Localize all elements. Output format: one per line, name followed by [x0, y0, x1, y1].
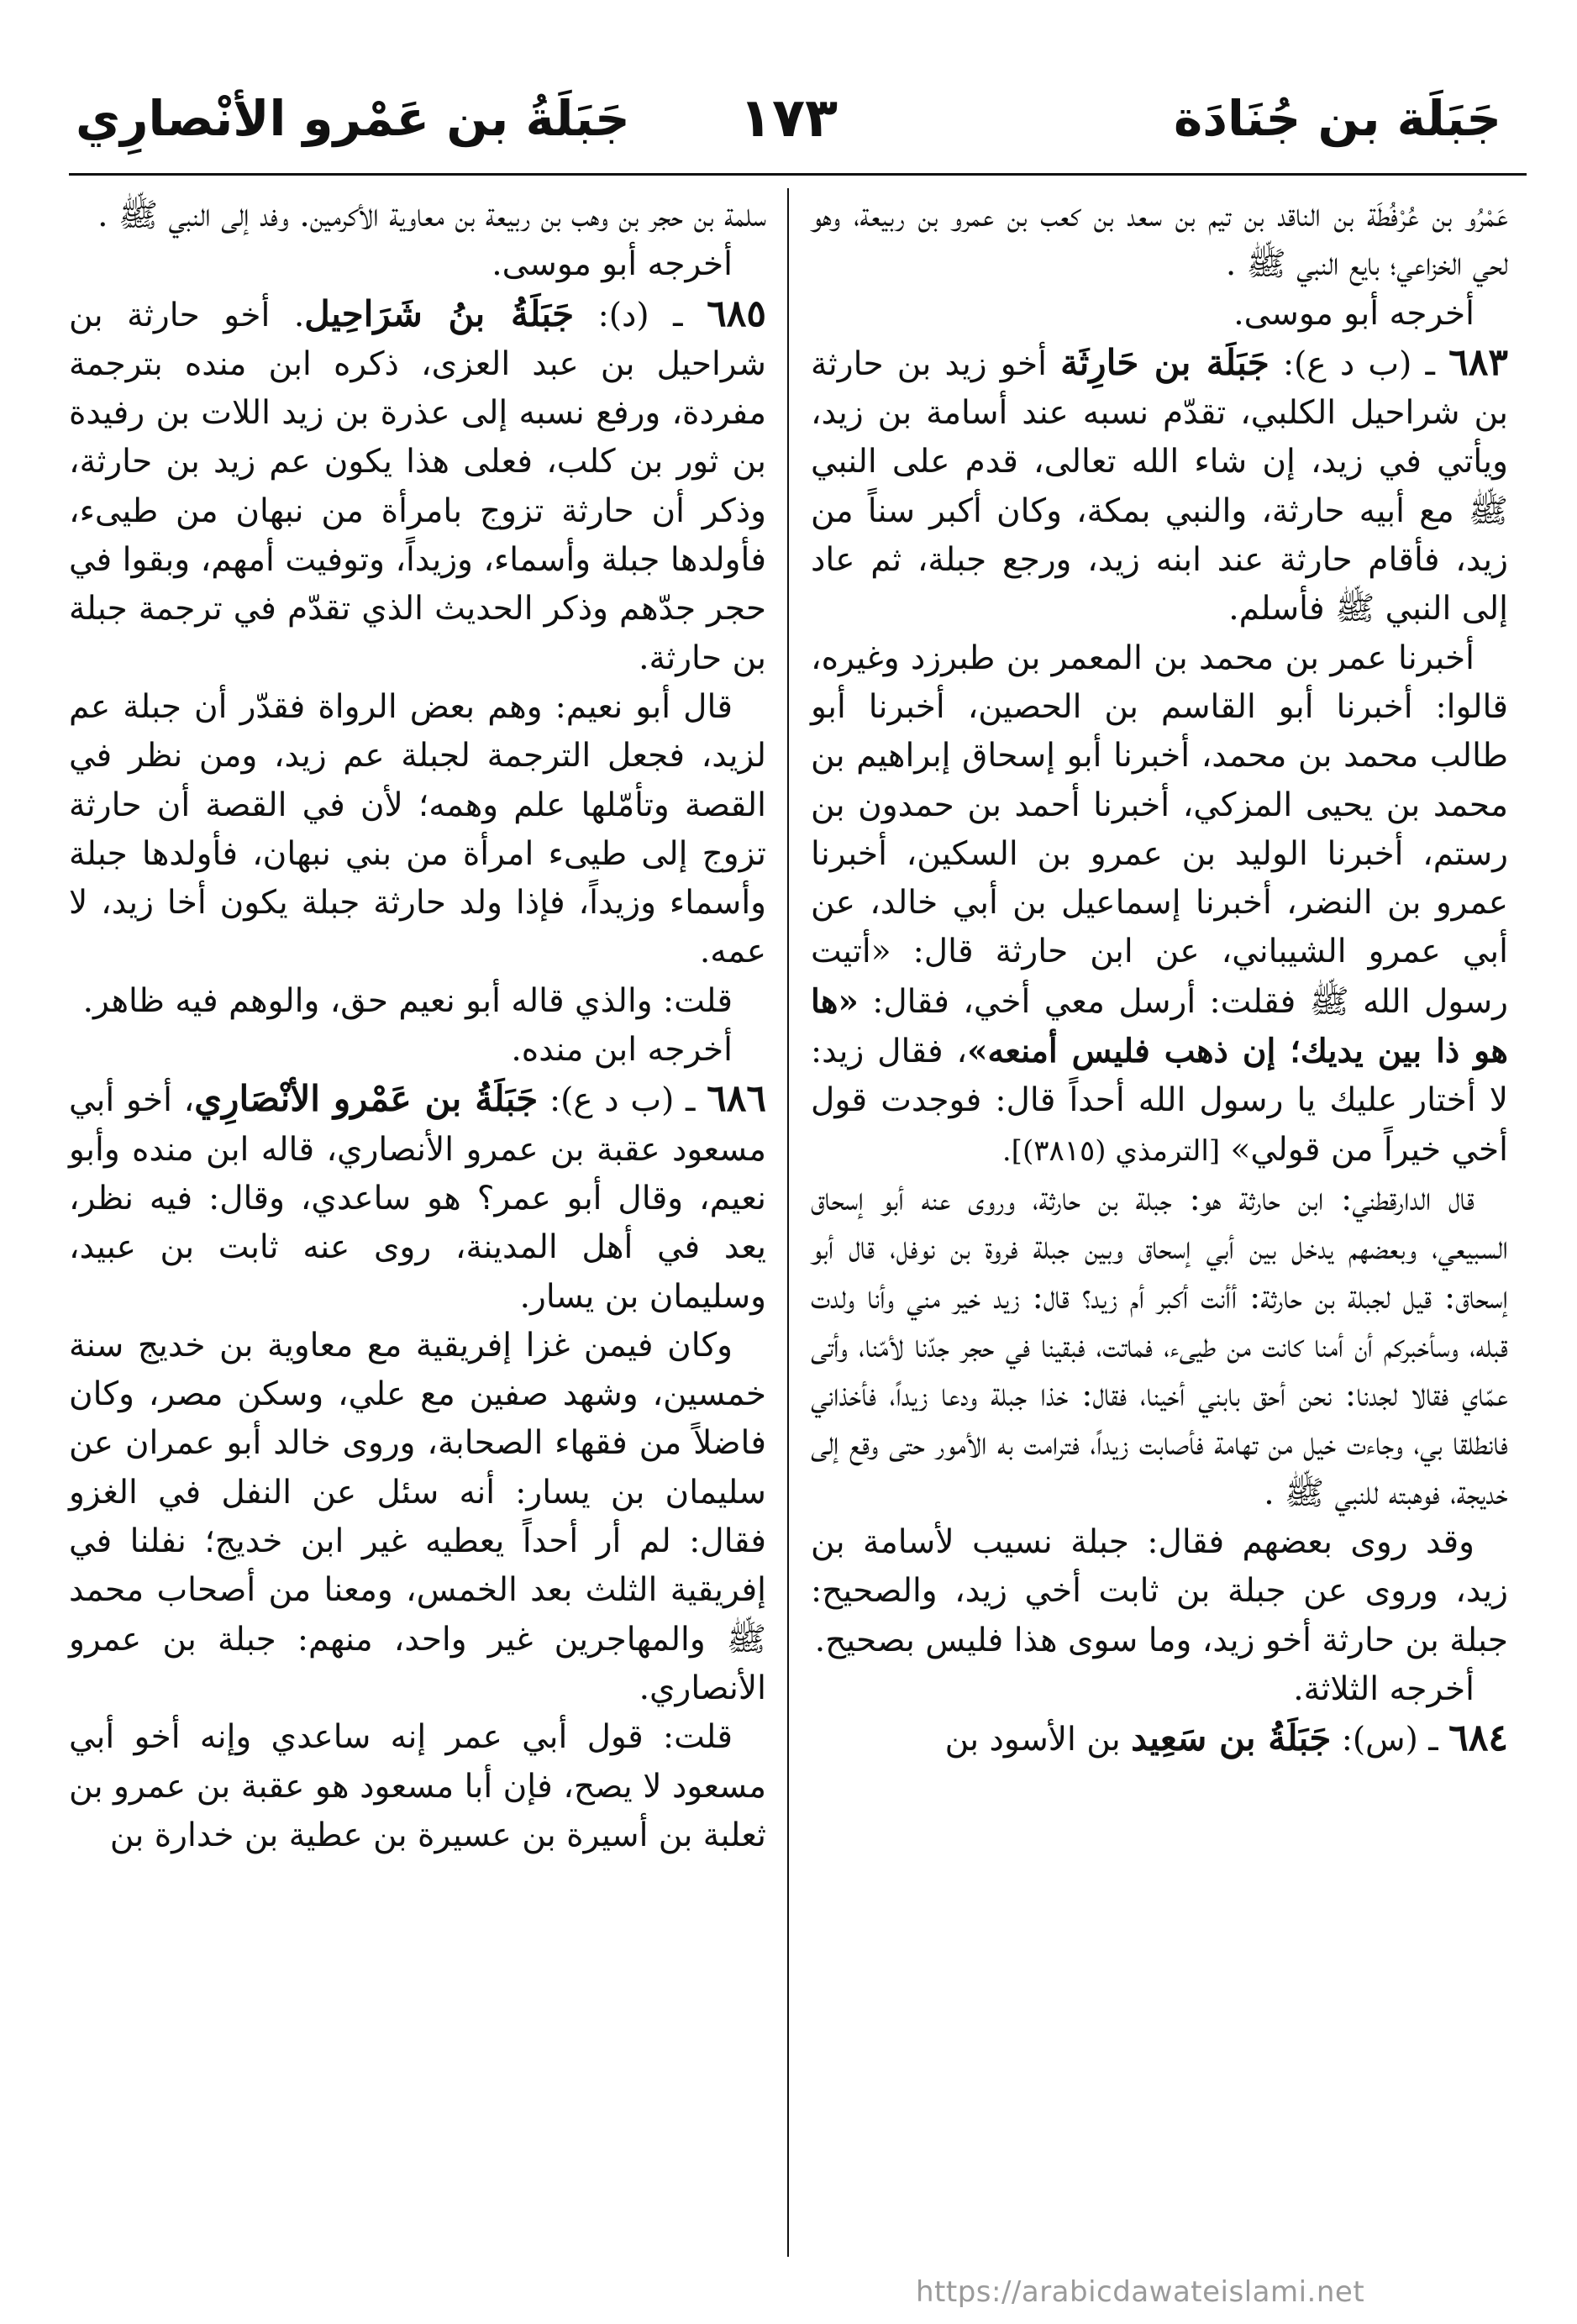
paragraph: قلت: قول أبي عمر إنه ساعدي وإنه أخو أبي مسعود لا يصح، فإن أبا مسعود هو عقبة بن عمرو بن ثعلبة بن أسيرة بن عسيرة بن عطية بن خدارة بن	[69, 1718, 766, 1854]
entry-heading: جَبَلَةُ بن عَمْرو الأنْصَارِي	[194, 1078, 539, 1120]
entry-source-code: ـ (ب د ع):	[1269, 344, 1449, 383]
entry-683	[811, 339, 1508, 634]
column-divider	[787, 188, 789, 2257]
entry-number: ٦٨٤	[1448, 1717, 1508, 1760]
paragraph: سلمة بن حجر بن وهب بن ربيعة بن معاوية الأكرمين. وفد إلى النبي ﷺ .	[97, 197, 766, 234]
paragraph: قال الدارقطني: ابن حارثة هو: جبلة بن حارثة، وروى عنه أبو إسحاق السبيعي، وبعضهم يدخل بين أبي إسحاق وبين جبلة فروة بن نوفل، قال أبو إسحاق: قيل لجبلة بن حارثة: أأنت أكبر أم زيد؟ قال: زيد خير مني وأنا ولدت قبله، وسأخبركم أن أمنا كانت من طيىء، فماتت، فبقينا في حجر جدّنا لأمّنا، وأتى عمّاي فقالا لجدنا: نحن أحق بابني أخينا، فقال: خذا جبلة ودعا زيداً، فأخذاني فانطلقا بي، وجاءت خيل من تهامة فأصابت زيداً، فترامت به الأمور حتى وقع إلى خديجة، فوهبته للنبي ﷺ .	[811, 1180, 1508, 1512]
left-column	[69, 192, 766, 1860]
entry-heading: جَبَلَةُ بنُ شَرَاحِيل	[304, 292, 575, 334]
entry-text: بن الأسود بن	[944, 1721, 1132, 1759]
paragraph: أخرجه الثلاثة.	[1293, 1669, 1474, 1708]
paragraph: وكان فيمن غزا إفريقية مع معاوية بن خديج سنة خمسين، وشهد صفين مع علي، وسكن مصر، وكان فاضلاً من فقهاء الصحابة، وروى خالد أبو عمران عن سليمان بن يسار: أنه سئل عن النفل في الغزو فقال: لم أر أحداً يعطيه غير ابن خديج؛ نفلنا في إفريقية الثلث بعد الخمس، ومعنا من أصحاب محمد ﷺ والمهاجرين غير واحد، منهم: جبلة بن عمرو الأنصاري.	[69, 1326, 766, 1707]
entry-source-code: ـ (د):	[574, 296, 707, 334]
entry-number: ٦٨٣	[1448, 340, 1508, 384]
entry-source-code: ـ (ب د ع):	[538, 1081, 707, 1120]
entry-source-code: ـ (س):	[1331, 1721, 1449, 1759]
paragraph: عَمْرُو بن عُرْفُطَة بن الناقد بن تيم بن سعد بن كعب بن عمرو بن ربيعة، وهو لحي الخزاعي؛ بايع النبي ﷺ .	[811, 197, 1508, 284]
paragraph: أخرجه أبو موسى.	[491, 245, 733, 284]
running-title-right: جَبَلَة بن جُنَادَة	[1174, 90, 1501, 147]
running-title-left: جَبَلَةُ بن عَمْرو الأنْصارِي	[76, 90, 630, 147]
hadith-paragraph	[811, 634, 1508, 1175]
header-rule	[69, 173, 1527, 176]
entry-heading: جَبَلَة بن حَارِثَة	[1060, 341, 1269, 383]
paragraph: قال أبو نعيم: وهم بعض الرواة فقدّر أن جبلة عم لزيد، فجعل الترجمة لجبلة عم زيد، ومن نظر في القصة وتأمّلها علم وهمه؛ لأن في القصة أن حارثة تزوج إلى طيىء امرأة من بني نبهان، فأولدها جبلة وأسماء وزيداً، فإذا ولد حارثة جبلة يكون أخا زيد، لا عمه.	[69, 687, 766, 971]
page-number: ١٧٣	[739, 87, 838, 150]
entry-text: أخو زيد بن حارثة بن شراحيل الكلبي، تقدّم نسبه عند أسامة بن زيد، ويأتي في زيد، إن شاء الله تعالى، قدم على النبي ﷺ مع أبيه حارثة، والنبي بمكة، وكان أكبر سناً من زيد، فأقام حارثة عند ابنه زيد، ورجع جبلة، ثم عاد إلى النبي ﷺ فأسلم.	[811, 344, 1508, 628]
entry-number: ٦٨٥	[707, 292, 766, 335]
entry-text: ، أخو أبي مسعود عقبة بن عمرو الأنصاري، قاله ابن منده وأبو نعيم، وقال أبو عمر؟ هو ساعدي، وقال: فيه نظر، يعد في أهل المدينة، روى عنه ثابت بن عبيد، وسليمان بن يسار.	[69, 1081, 766, 1316]
entry-text: . أخو حارثة بن شراحيل بن عبد العزى، ذكره ابن منده بترجمة مفردة، ورفع نسبه إلى عذرة بن زيد اللات بن رفيدة بن ثور بن كلب، فعلى هذا يكون عم زيد بن حارثة، وذكر أن حارثة تزوج بامرأة من نبهان من طيىء، فأولدها جبلة وأسماء، وزيداً، وتوفيت أمهم، وبقوا في حجر جدّهم وذكر الحديث الذي تقدّم في ترجمة جبلة بن حارثة.	[69, 296, 766, 677]
source-watermark: https://arabicdawateislami.net	[916, 2275, 1365, 2309]
paragraph: قلت: والذي قاله أبو نعيم حق، والوهم فيه ظاهر.	[82, 981, 733, 1020]
entry-685	[69, 290, 766, 683]
entry-number: ٦٨٦	[707, 1077, 767, 1121]
entry-686	[69, 1075, 766, 1321]
isnad-text: أخبرنا عمر بن محمد بن المعمر بن طبرزد وغيره، قالوا: أخبرنا أبو القاسم بن الحصين، أخبرنا أبو طالب محمد بن محمد، أخبرنا أبو إسحاق إبراهيم بن محمد بن يحيى المزكي، أخبرنا أحمد بن حمدون بن رستم، أخبرنا الوليد بن عمرو بن السكين، أخبرنا عمرو بن النضر، أخبرنا إسماعيل بن أبي خالد، عن أبي عمرو الشيباني، عن ابن حارثة قال: «أتيت رسول الله ﷺ فقلت: أرسل معي أخي، فقال:	[811, 639, 1508, 1021]
hadith-reference: [الترمذي (٣٨١٥)].	[1001, 1133, 1221, 1168]
entry-684	[811, 1714, 1508, 1764]
paragraph: أخرجه ابن منده.	[511, 1031, 733, 1070]
page-header	[50, 81, 1527, 156]
right-column	[811, 192, 1508, 1765]
hadith-text: ، فقال زيد: لا أختار عليك يا رسول الله أحداً قال: فوجدت قول أخي خيراً من قولي»	[811, 1033, 1508, 1169]
paragraph: وقد روى بعضهم فقال: جبلة نسيب لأسامة بن زيد، وروى عن جبلة بن ثابت أخي زيد، والصحيح: جبلة بن حارثة أخو زيد، وما سوى هذا فليس بصحيح.	[811, 1523, 1508, 1659]
paragraph: أخرجه أبو موسى.	[1233, 294, 1474, 333]
entry-heading: جَبَلَةُ بن سَعِيد	[1131, 1717, 1332, 1759]
hadith-quote: «ها هو ذا بين يديك؛ إن ذهب فليس أمنعه»	[811, 981, 1508, 1071]
